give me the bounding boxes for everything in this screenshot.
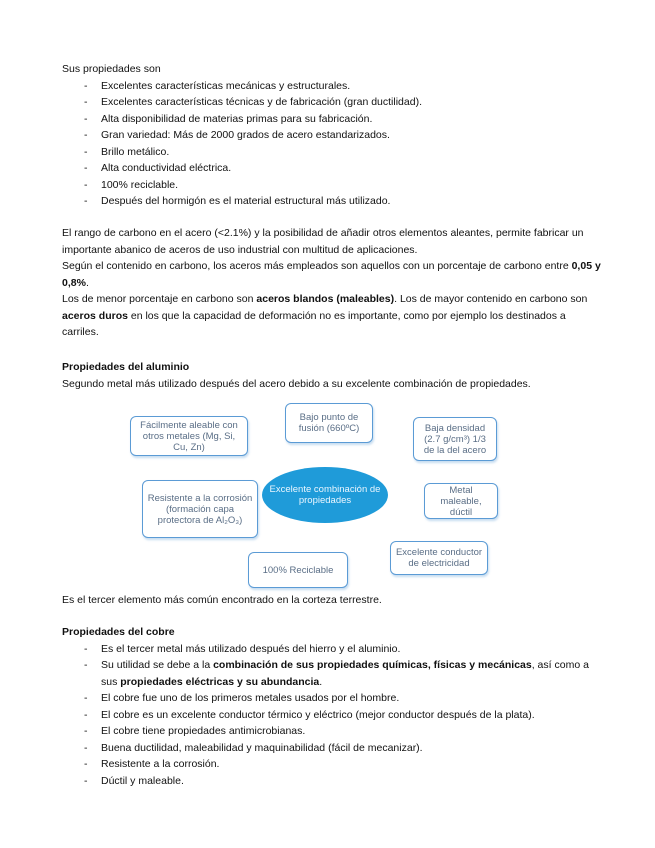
list-item <box>62 657 602 690</box>
list-item: - Alta disponibilidad de materias primas para su fabricación. <box>62 111 602 128</box>
text-run: . Los de mayor contenido en carbono son <box>394 293 588 305</box>
list-item: - Gran variedad: Más de 2000 grados de acero estandarizados. <box>62 127 602 144</box>
aluminio-properties-diagram <box>120 400 500 592</box>
cobre-section <box>62 624 602 789</box>
acero-property-list <box>62 78 602 210</box>
list-item: - Después del hormigón es el material estructural más utilizado. <box>62 193 602 210</box>
aluminio-after <box>62 592 602 609</box>
list-item: - Resistente a la corrosión. <box>62 756 602 773</box>
list-item: - Dúctil y maleable. <box>62 773 602 790</box>
text-run: Su utilidad se debe a la <box>101 659 214 671</box>
list-item: - El cobre fue uno de los primeros metales usados por el hombre. <box>62 690 602 707</box>
cobre-heading <box>62 624 602 641</box>
diagram-node-densidad: Baja densidad (2.7 g/cm³) 1/3 de la del acero <box>413 417 497 461</box>
bold-text-run: aceros blandos (maleables) <box>256 293 395 305</box>
acero-paragraph-tipos <box>62 291 602 341</box>
list-item: - Alta conductividad eléctrica. <box>62 160 602 177</box>
aluminio-heading <box>62 359 602 376</box>
acero-section <box>62 61 602 210</box>
diagram-node-fusion: Bajo punto de fusión (660ºC) <box>285 403 373 443</box>
diagram-center-node: Excelente combinación de propiedades <box>262 467 388 523</box>
text-run: Según el contenido en carbono, los aceros más empleados son aquellos con un porcentaje de carbono entre <box>62 260 572 272</box>
bold-text-run: 0,05 y 0,8% <box>62 260 601 289</box>
bold-text-run: propiedades eléctricas y su abundancia <box>120 675 320 688</box>
aluminio-corteza-text: Es el tercer elemento más común encontrado en la corteza terrestre. <box>62 594 382 606</box>
list-item: - Excelentes características técnicas y de fabricación (gran ductilidad). <box>62 94 602 111</box>
text-run: en los que la capacidad de deformación no es importante, como por ejemplo los destinados a carriles. <box>62 309 566 338</box>
heading-text: Propiedades del aluminio <box>62 361 190 373</box>
cobre-property-list <box>62 641 602 790</box>
list-item: - 100% reciclable. <box>62 177 602 194</box>
diagram-node-aleable: Fácilmente aleable con otros metales (Mg, Si, Cu, Zn) <box>130 416 248 456</box>
acero-paragraph-carbono: El rango de carbono en el acero (<2.1%) y la posibilidad de añadir otros elementos aleantes, permite fabricar un importante abanico de aceros de uso industrial con multitud de aplicaciones. <box>62 227 584 256</box>
text-run: Los de menor porcentaje en carbono son <box>62 293 257 305</box>
text-run: . <box>85 276 89 289</box>
list-item: - El cobre es un excelente conductor térmico y eléctrico (mejor conductor después de la plata). <box>62 707 602 724</box>
list-item: - Buena ductilidad, maleabilidad y maquinabilidad (fácil de mecanizar). <box>62 740 602 757</box>
diagram-node-reciclable: 100% Reciclable <box>248 552 348 588</box>
heading-text: Propiedades del cobre <box>62 626 175 638</box>
bold-text-run: combinación de sus propiedades químicas, físicas y mecánicas <box>213 659 532 671</box>
list-item: - Es el tercer metal más utilizado después del hierro y el aluminio. <box>62 641 602 658</box>
list-item: - El cobre tiene propiedades antimicrobianas. <box>62 723 602 740</box>
text-run: , así como a sus <box>101 659 589 688</box>
list-item: - Excelentes características mecánicas y estructurales. <box>62 78 602 95</box>
list-item: - Brillo metálico. <box>62 144 602 161</box>
text-run: . <box>319 675 323 688</box>
aluminio-section <box>62 359 602 392</box>
acero-intro: Sus propiedades son <box>62 63 161 75</box>
aluminio-intro: Segundo metal más utilizado después del acero debido a su excelente combinación de propiedades. <box>62 377 531 390</box>
bold-text-run: aceros duros <box>62 309 128 322</box>
acero-paragraph-contenido <box>62 258 602 291</box>
acero-paragraphs <box>62 225 602 341</box>
diagram-node-maleable: Metal maleable, dúctil <box>424 483 498 519</box>
diagram-node-conductor: Excelente conductor de electricidad <box>390 541 488 575</box>
diagram-node-corrosion: Resistente a la corrosión (formación capa protectora de Al₂O₃) <box>142 480 258 538</box>
